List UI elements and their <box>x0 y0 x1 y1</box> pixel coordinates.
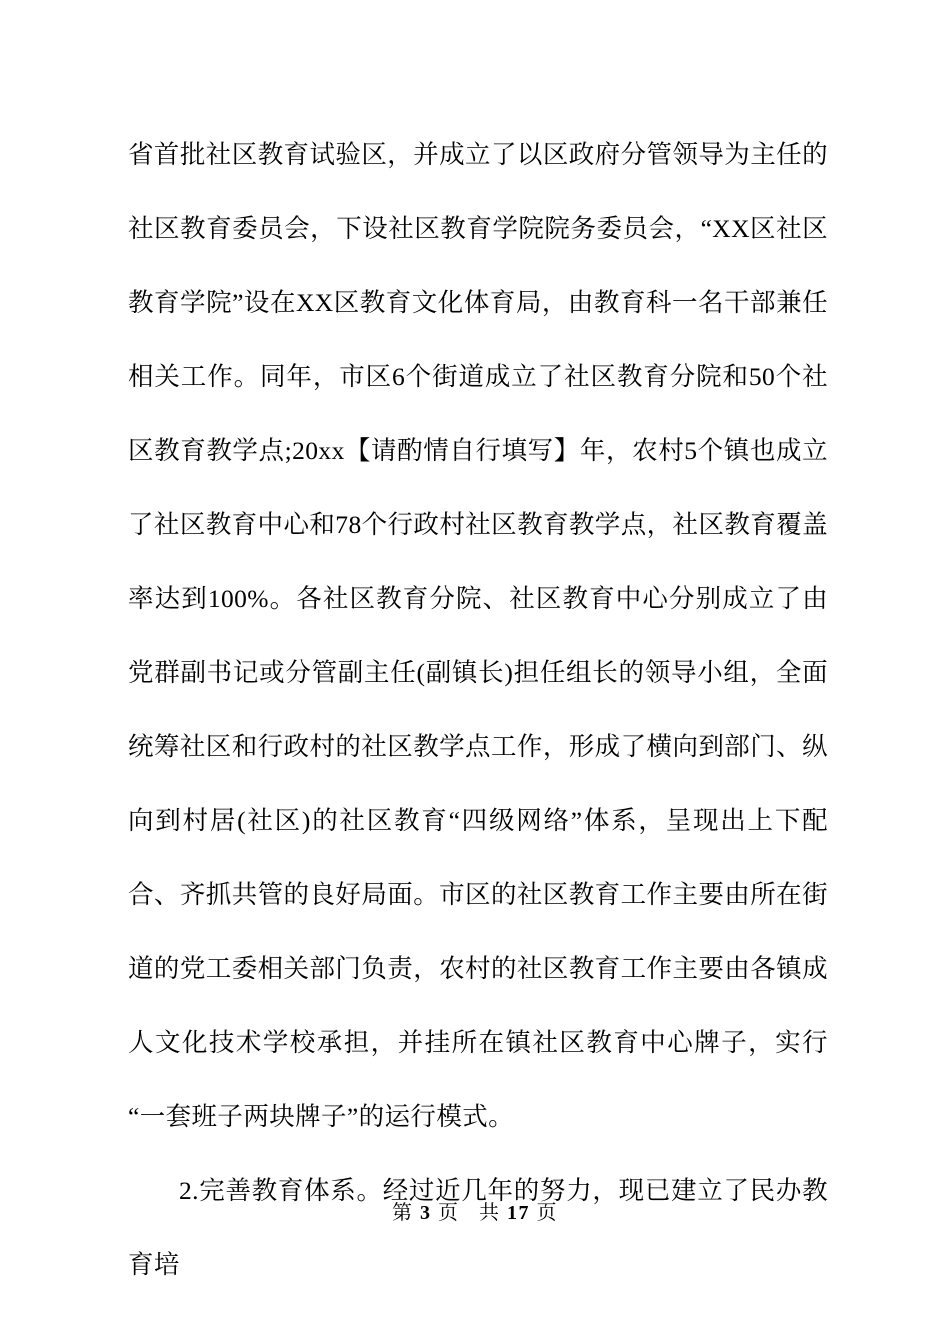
footer-page-label: 第 <box>392 1202 414 1224</box>
page-footer <box>0 1196 950 1225</box>
footer-page-unit: 页 <box>438 1202 460 1224</box>
paragraph-1: 省首批社区教育试验区，并成立了以区政府分管领导为主任的社区教育委员会，下设社区教育学院院务委员会，“XX区社区教育学院”设在XX区教育文化体育局，由教育科一名干部兼任相关工作。同年，市区6个街道成立了社区教育分院和50个社区教育教学点;20xx【请酌情自行填写】年，农村5个镇也成立了社区教育中心和78个行政村社区教育教学点，社区教育覆盖率达到100%。各社区教育分院、社区教育中心分别成立了由党群副书记或分管副主任(副镇长)担任组长的领导小组，全面统筹社区和行政村的社区教学点工作，形成了横向到部门、纵向到村居(社区)的社区教育“四级网络”体系，呈现出上下配合、齐抓共管的良好局面。市区的社区教育工作主要由所在街道的党工委相关部门负责，农村的社区教育工作主要由各镇成人文化技术学校承担，并挂所在镇社区教育中心牌子，实行“一套班子两块牌子”的运行模式。 <box>128 140 828 1131</box>
document-body <box>128 118 828 1302</box>
footer-page-number: 3 <box>420 1202 432 1224</box>
footer-total-label: 共 <box>479 1202 501 1224</box>
footer-total-number: 17 <box>507 1202 530 1224</box>
footer-total-unit: 页 <box>536 1202 558 1224</box>
paragraph-2: 2.完善教育体系。经过近几年的努力，现已建立了民办教育培 <box>128 1176 828 1279</box>
